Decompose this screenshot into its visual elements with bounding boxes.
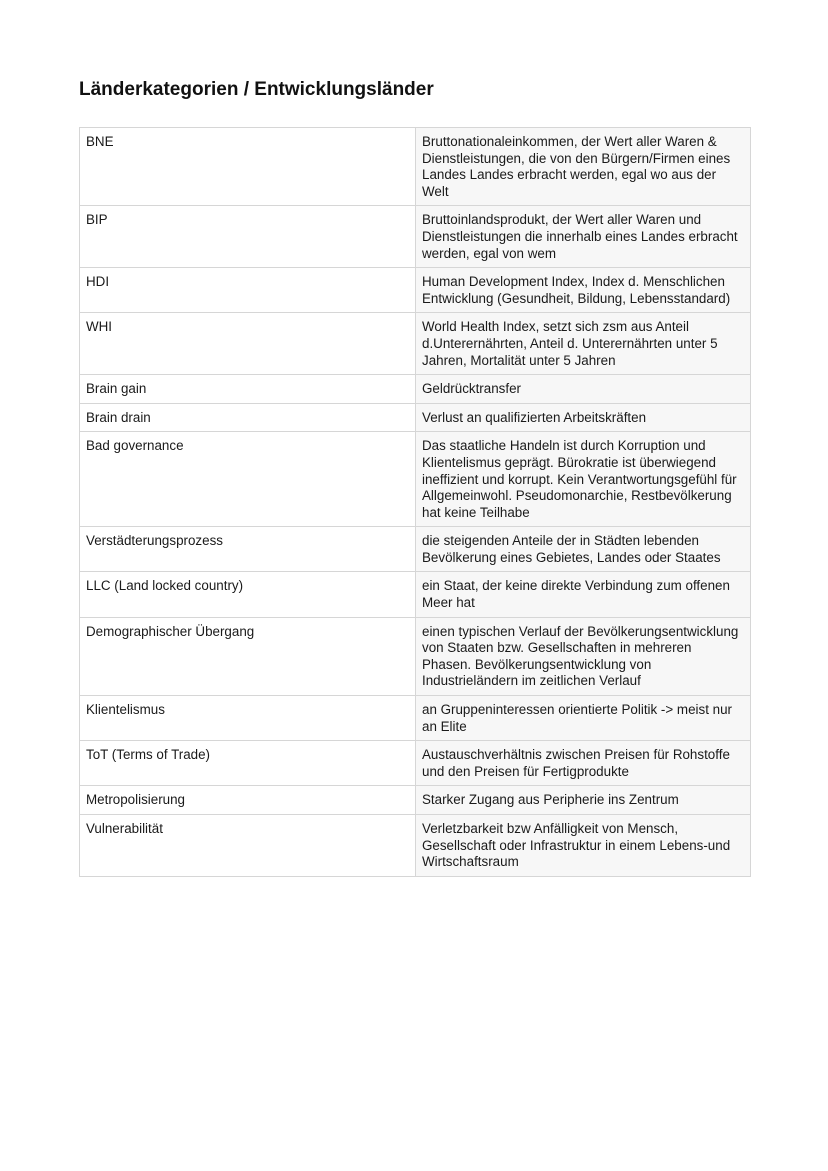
term-cell: Brain gain <box>80 375 416 404</box>
page-title: Länderkategorien / Entwicklungsländer <box>79 79 434 100</box>
definition-cell: Starker Zugang aus Peripherie ins Zentrum <box>416 786 751 815</box>
term-cell: Vulnerabilität <box>80 815 416 877</box>
table-row <box>80 696 751 741</box>
term-cell: Verstädterungsprozess <box>80 527 416 572</box>
table-row <box>80 128 751 206</box>
term-cell: BIP <box>80 206 416 268</box>
table-row <box>80 741 751 786</box>
definition-cell: World Health Index, setzt sich zsm aus Anteil d.Unterernährten, Anteil d. Unterernährten unter 5 Jahren, Mortalität unter 5 Jahren <box>416 313 751 375</box>
table-row <box>80 815 751 877</box>
table-row <box>80 206 751 268</box>
table-row <box>80 432 751 527</box>
table-row <box>80 527 751 572</box>
definition-cell: Bruttoinlandsprodukt, der Wert aller Waren und Dienstleistungen die innerhalb eines Landes erbracht werden, egal von wem <box>416 206 751 268</box>
term-cell: LLC (Land locked country) <box>80 572 416 617</box>
term-cell: HDI <box>80 268 416 313</box>
glossary-table <box>79 127 751 877</box>
definition-cell: Austauschverhältnis zwischen Preisen für Rohstoffe und den Preisen für Fertigprodukte <box>416 741 751 786</box>
table-row <box>80 617 751 695</box>
table-row <box>80 786 751 815</box>
term-cell: Metropolisierung <box>80 786 416 815</box>
definition-cell: an Gruppeninteressen orientierte Politik -> meist nur an Elite <box>416 696 751 741</box>
definition-cell: Human Development Index, Index d. Menschlichen Entwicklung (Gesundheit, Bildung, Lebensstandard) <box>416 268 751 313</box>
definition-cell: die steigenden Anteile der in Städten lebenden Bevölkerung eines Gebietes, Landes oder Staates <box>416 527 751 572</box>
table-row <box>80 403 751 432</box>
term-cell: Brain drain <box>80 403 416 432</box>
table-row <box>80 572 751 617</box>
term-cell: Demographischer Übergang <box>80 617 416 695</box>
definition-cell: Verletzbarkeit bzw Anfälligkeit von Mensch, Gesellschaft oder Infrastruktur in einem Lebens-und Wirtschaftsraum <box>416 815 751 877</box>
glossary-table-body <box>80 128 751 877</box>
table-row <box>80 268 751 313</box>
definition-cell: einen typischen Verlauf der Bevölkerungsentwicklung von Staaten bzw. Gesellschaften in mehreren Phasen. Bevölkerungsentwicklung von Industrieländern im zeitlichen Verlauf <box>416 617 751 695</box>
definition-cell: Das staatliche Handeln ist durch Korruption und Klientelismus geprägt. Bürokratie ist überwiegend ineffizient und korrupt. Kein Verantwortungsgefühl für Allgemeinwohl. Pseudomonarchie, Restbevölkerung hat keine Teilhabe <box>416 432 751 527</box>
term-cell: Klientelismus <box>80 696 416 741</box>
table-row <box>80 375 751 404</box>
term-cell: ToT (Terms of Trade) <box>80 741 416 786</box>
term-cell: WHI <box>80 313 416 375</box>
definition-cell: ein Staat, der keine direkte Verbindung zum offenen Meer hat <box>416 572 751 617</box>
definition-cell: Verlust an qualifizierten Arbeitskräften <box>416 403 751 432</box>
definition-cell: Bruttonationaleinkommen, der Wert aller Waren & Dienstleistungen, die von den Bürgern/Firmen eines Landes Landes erbracht werden, egal wo aus der Welt <box>416 128 751 206</box>
table-row <box>80 313 751 375</box>
term-cell: Bad governance <box>80 432 416 527</box>
definition-cell: Geldrücktransfer <box>416 375 751 404</box>
term-cell: BNE <box>80 128 416 206</box>
